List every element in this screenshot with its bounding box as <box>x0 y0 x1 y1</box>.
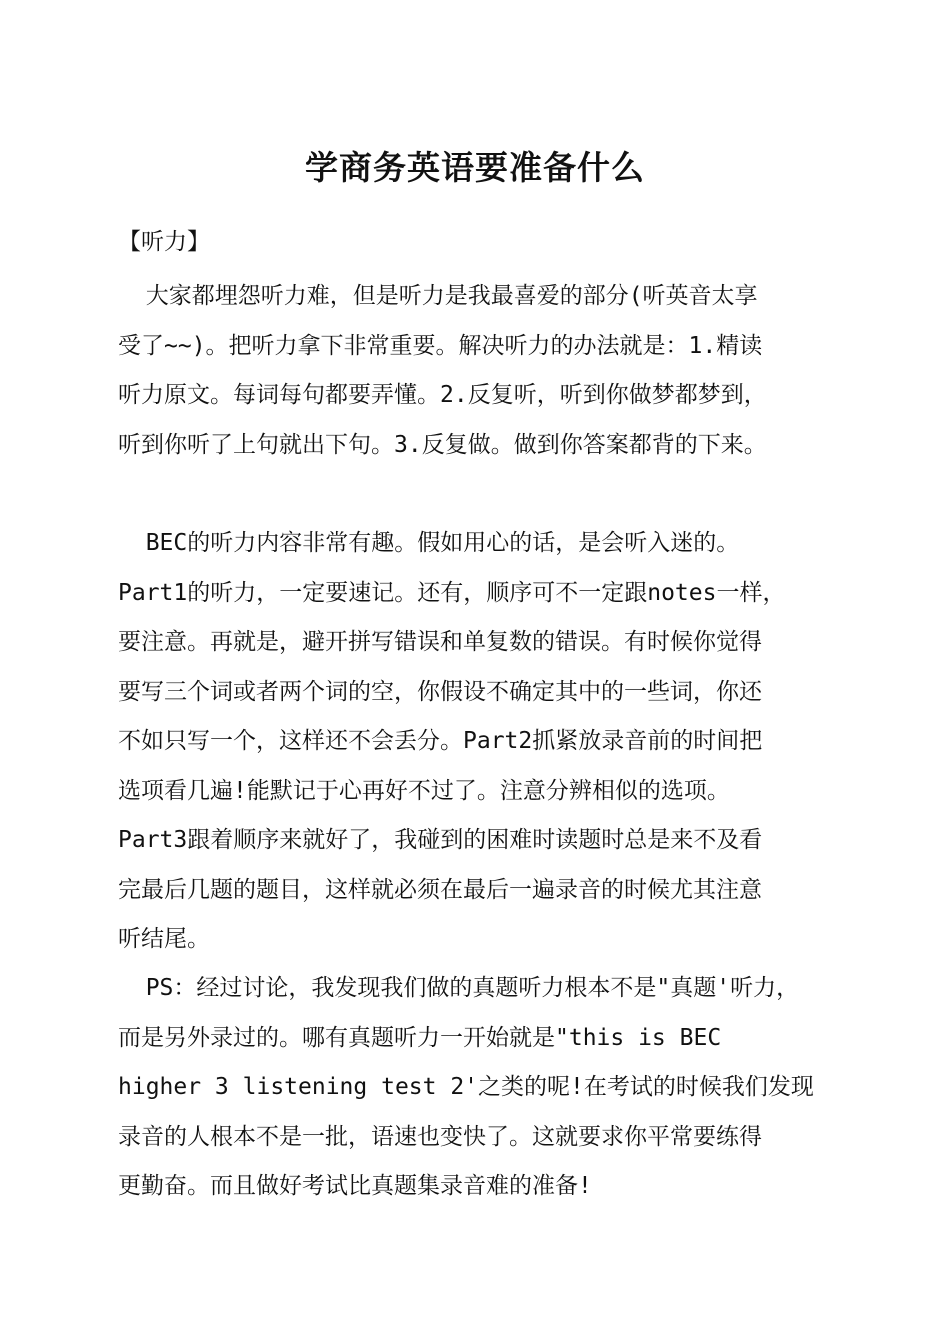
paragraph-line: 要写三个词或者两个词的空，你假设不确定其中的一些词，你还 <box>118 678 762 705</box>
paragraph-line: 听结尾。 <box>118 926 210 952</box>
paragraph-line: 听力原文。每词每句都要弄懂。2.反复听，听到你做梦都梦到， <box>118 382 767 408</box>
paragraph-line: PS：经过讨论，我发现我们做的真题听力根本不是"真题'听力， <box>118 975 800 1001</box>
paragraph-line: 受了~~)。把听力拿下非常重要。解决听力的办法就是：1.精读 <box>118 332 763 359</box>
paragraph-line: 录音的人根本不是一批，语速也变快了。这就要求你平常要练得 <box>118 1123 762 1150</box>
document-title: 学商务英语要准备什么 <box>305 148 645 187</box>
paragraph-line: higher 3 listening test 2'之类的呢!在考试的时候我们发现 <box>118 1074 814 1100</box>
paragraph-bec-listening <box>118 519 838 965</box>
paragraph-line: 要注意。再就是，避开拼写错误和单复数的错误。有时候你觉得 <box>118 629 762 655</box>
paragraph-line: BEC的听力内容非常有趣。假如用心的话，是会听入迷的。 <box>118 530 740 556</box>
paragraph-line: Part1的听力，一定要速记。还有，顺序可不一定跟notes一样， <box>118 579 786 606</box>
section-heading-listening: 【听力】 <box>118 229 210 255</box>
paragraph-line: 更勤奋。而且做好考试比真题集录音难的准备! <box>118 1173 592 1199</box>
paragraph-line: 选项看几遍!能默记于心再好不过了。注意分辨相似的选项。 <box>118 777 730 804</box>
paragraph-ps <box>118 964 838 1212</box>
paragraph-line: Part3跟着顺序来就好了，我碰到的困难时读题时总是来不及看 <box>118 827 763 853</box>
paragraph-intro <box>118 272 838 470</box>
paragraph-line: 而是另外录过的。哪有真题听力一开始就是"this is BEC <box>118 1024 722 1051</box>
paragraph-line: 听到你听了上句就出下句。3.反复做。做到你答案都背的下来。 <box>118 431 767 458</box>
paragraph-line: 完最后几题的题目，这样就必须在最后一遍录音的时候尤其注意 <box>118 876 762 903</box>
paragraph-line: 大家都埋怨听力难，但是听力是我最喜爱的部分(听英音太享 <box>118 283 758 309</box>
paragraph-line: 不如只写一个，这样还不会丢分。Part2抓紧放录音前的时间把 <box>118 728 763 754</box>
